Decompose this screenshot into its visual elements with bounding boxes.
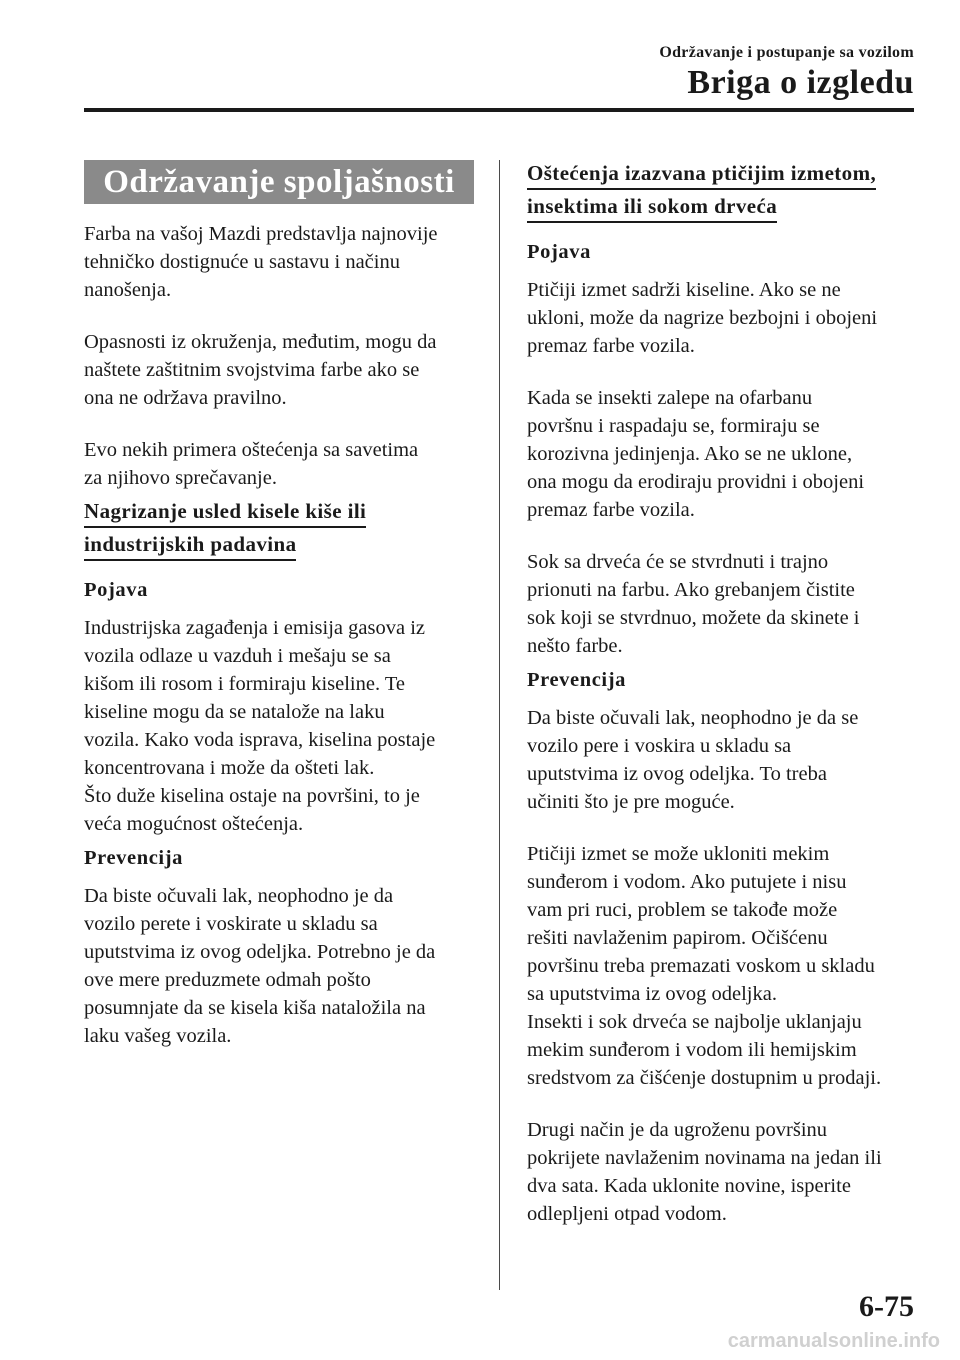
heading-line: Nagrizanje usled kisele kiše ili [84, 498, 366, 528]
pojava-paragraph: Ptičiji izmet sadrži kiseline. Ako se ne ukloni, može da nagrize bezbojni i obojeni premaz farbe vozila. [527, 279, 878, 357]
intro-paragraph: Evo nekih primera oštećenja sa savetima za njihovo sprečavanje. [84, 439, 419, 489]
pojava-paragraph: Sok sa drveća će se stvrdnuti i trajno prionuti na farbu. Ako grebanjem čistite sok koji se stvrdnuo, možete da skinete i nešto farbe. [527, 551, 860, 657]
header-divider [84, 108, 914, 112]
watermark: carmanualsonline.info [727, 1330, 940, 1352]
acid-rain-heading [84, 498, 474, 564]
section-banner: Održavanje spoljašnosti [84, 160, 474, 204]
prevencija-paragraph: Drugi način je da ugroženu površinu pokrijete navlaženim novinama na jedan ili dva sata. Kada uklonite novine, isperite odlepljeni otpad vodom. [527, 1119, 882, 1225]
prevencija-paragraph: Da biste očuvali lak, neophodno je da se vozilo pere i voskira u skladu sa uputstvima iz ovog odeljka. To treba učiniti što je pre moguće. [527, 707, 859, 813]
heading-line: Oštećenja izazvana ptičijim izmetom, [527, 160, 876, 190]
pojava-paragraph: Industrijska zagađenja i emisija gasova iz vozila odlaze u vazduh i mešaju se sa kišom ili rosom i formiraju kiseline. Te kiseline mogu da se nataložе na laku vozila. Kako voda isprava, kiselina postaje koncentrovana i može da ošteti lak. Što duže kiselina ostaje na površini, to je veća mogućnost oštećenja. [84, 617, 436, 835]
column-divider [499, 160, 500, 1290]
intro-paragraph: Opasnosti iz okruženja, međutim, mogu da naštete zaštitnim svojstvima farbe ako se ona ne održava pravilno. [84, 331, 437, 409]
pojava-label: Pojava [84, 579, 148, 601]
prevencija-paragraph: Da biste očuvali lak, neophodno je da vozilo perete i voskirate u skladu sa uputstvima iz ovog odeljka. Potrebno je da ove mere preduzmete odmah pošto posumnjate da se kisela kiša nataložila na laku vašeg vozila. [84, 885, 436, 1047]
chapter-title: Održavanje i postupanje sa vozilom [659, 44, 914, 61]
pojava-paragraph: Kada se insekti zalepe na ofarbanu površnu i raspadaju se, formiraju se korozivna jedinjenja. Ako se ne uklone, ona mogu da erodiraju providni i obojeni premaz farbe vozila. [527, 387, 865, 521]
page-number: 6-75 [859, 1290, 914, 1323]
prevencija-paragraph: Ptičiji izmet se može ukloniti mekim sunđerom i vodom. Ako putujete i nisu vam pri ruci, problem se takođe može rešiti navlaženim papirom. Očišćenu površinu treba premazati voskom u skladu sa uputstvima iz ovog odeljka. Insekti i sok drveća se najbolje uklanjaju mekim sunđerom i vodom ili hemijskim sredstvom za čišćenje dostupnim u prodaji. [527, 843, 882, 1089]
prevencija-label: Prevencija [84, 847, 183, 869]
pojava-label: Pojava [527, 241, 591, 263]
heading-line: industrijskih padavina [84, 531, 296, 561]
section-title: Briga o izgledu [687, 64, 914, 101]
right-column [527, 160, 919, 1252]
left-column [84, 160, 474, 1074]
prevencija-label: Prevencija [527, 669, 626, 691]
intro-paragraph: Farba na vašoj Mazdi predstavlja najnovije tehničko dostignuće u sastavu i načinu nanošenja. [84, 223, 438, 301]
bird-droppings-heading [527, 160, 919, 226]
heading-line: insektima ili sokom drveća [527, 193, 777, 223]
